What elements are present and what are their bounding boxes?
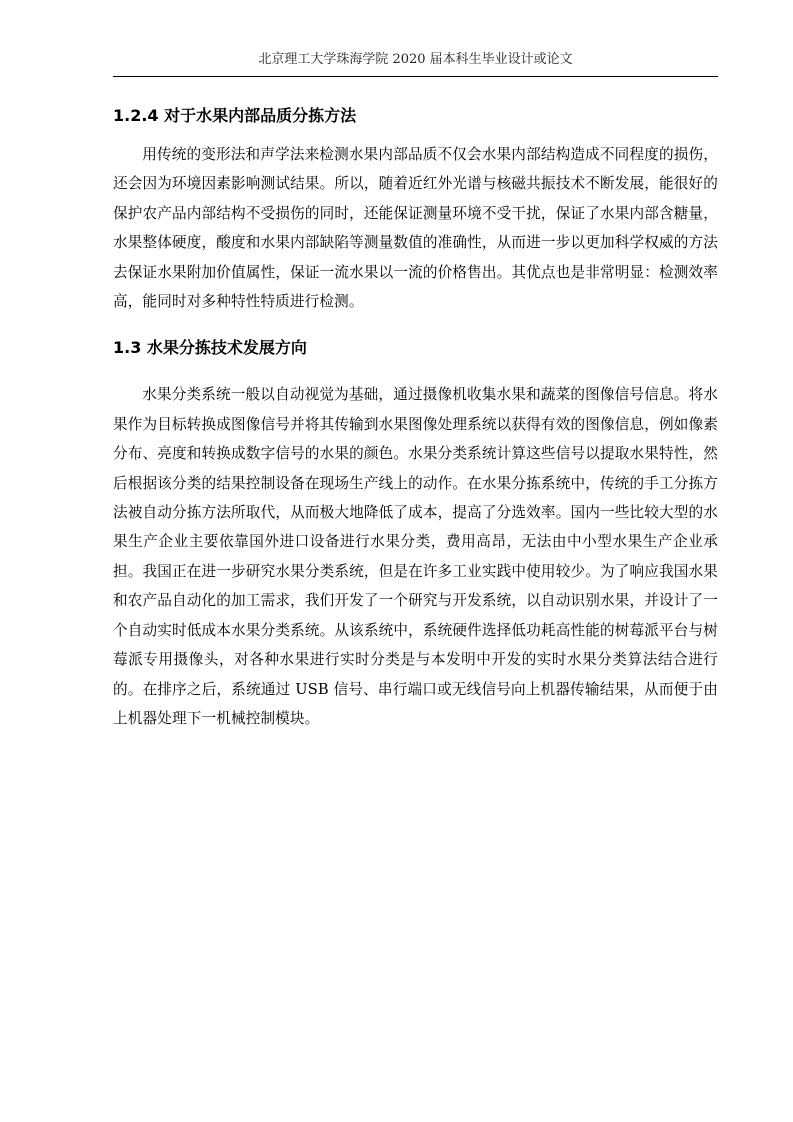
section-paragraph-1-2-4: 用传统的变形法和声学法来检测水果内部品质不仅会水果内部结构造成不同程度的损伤，还会因为环境因素影响测试结果。所以，随着近红外光谱与核磁共振技术不断发展，能很好的保护农产品内部结构不受损伤的同时，还能保证测量环境不受干扰，保证了水果内部含糖量，水果整体硬度，酸度和水果内部缺陷等测量数值的准确性，从而进一步以更加科学权威的方法去保证水果附加价值属性，保证一流水果以一流的价格售出。其优点也是非常明显：检测效率高，能同时对多种特性特质进行检测。 bbox=[113, 146, 718, 311]
section-heading-1-2-4: 1.2.4 对于水果内部品质分拣方法 bbox=[113, 106, 357, 125]
section-paragraph-1-3: 水果分类系统一般以自动视觉为基础，通过摄像机收集水果和蔬菜的图像信号信息。将水果作为目标转换成图像信号并将其传输到水果图像处理系统以获得有效的图像信息，例如像素分布、亮度和转换成数字信号的水果的颜色。水果分类系统计算这些信号以提取水果特性，然后根据该分类的结果控制设备在现场生产线上的动作。在水果分拣系统中，传统的手工分拣方法被自动分拣方法所取代，从而极大地降低了成本，提高了分选效率。国内一些比较大型的水果生产企业主要依靠国外进口设备进行水果分类，费用高昂，无法由中小型水果生产企业承担。我国正在进一步研究水果分类系统，但是在许多工业实践中使用较少。为了响应我国水果和农产品自动化的加工需求，我们开发了一个研究与开发系统，以自动识别水果，并设计了一个自动实时低成本水果分类系统。从该系统中，系统硬件选择低功耗高性能的树莓派平台与树莓派专用摄像头，对各种水果进行实时分类是与本发明中开发的实时水果分类算法结合进行的。在排序之后，系统通过 USB 信号、串行端口或无线信号向上机器传输结果，从而便于由上机器处理下一机械控制模块。 bbox=[113, 386, 718, 727]
section-heading-1-3: 1.3 水果分拣技术发展方向 bbox=[113, 338, 307, 358]
page-header-title: 北京理工大学珠海学院 2020 届本科生毕业设计或论文 bbox=[258, 52, 573, 67]
page-header bbox=[113, 50, 718, 77]
document-body bbox=[113, 96, 718, 733]
